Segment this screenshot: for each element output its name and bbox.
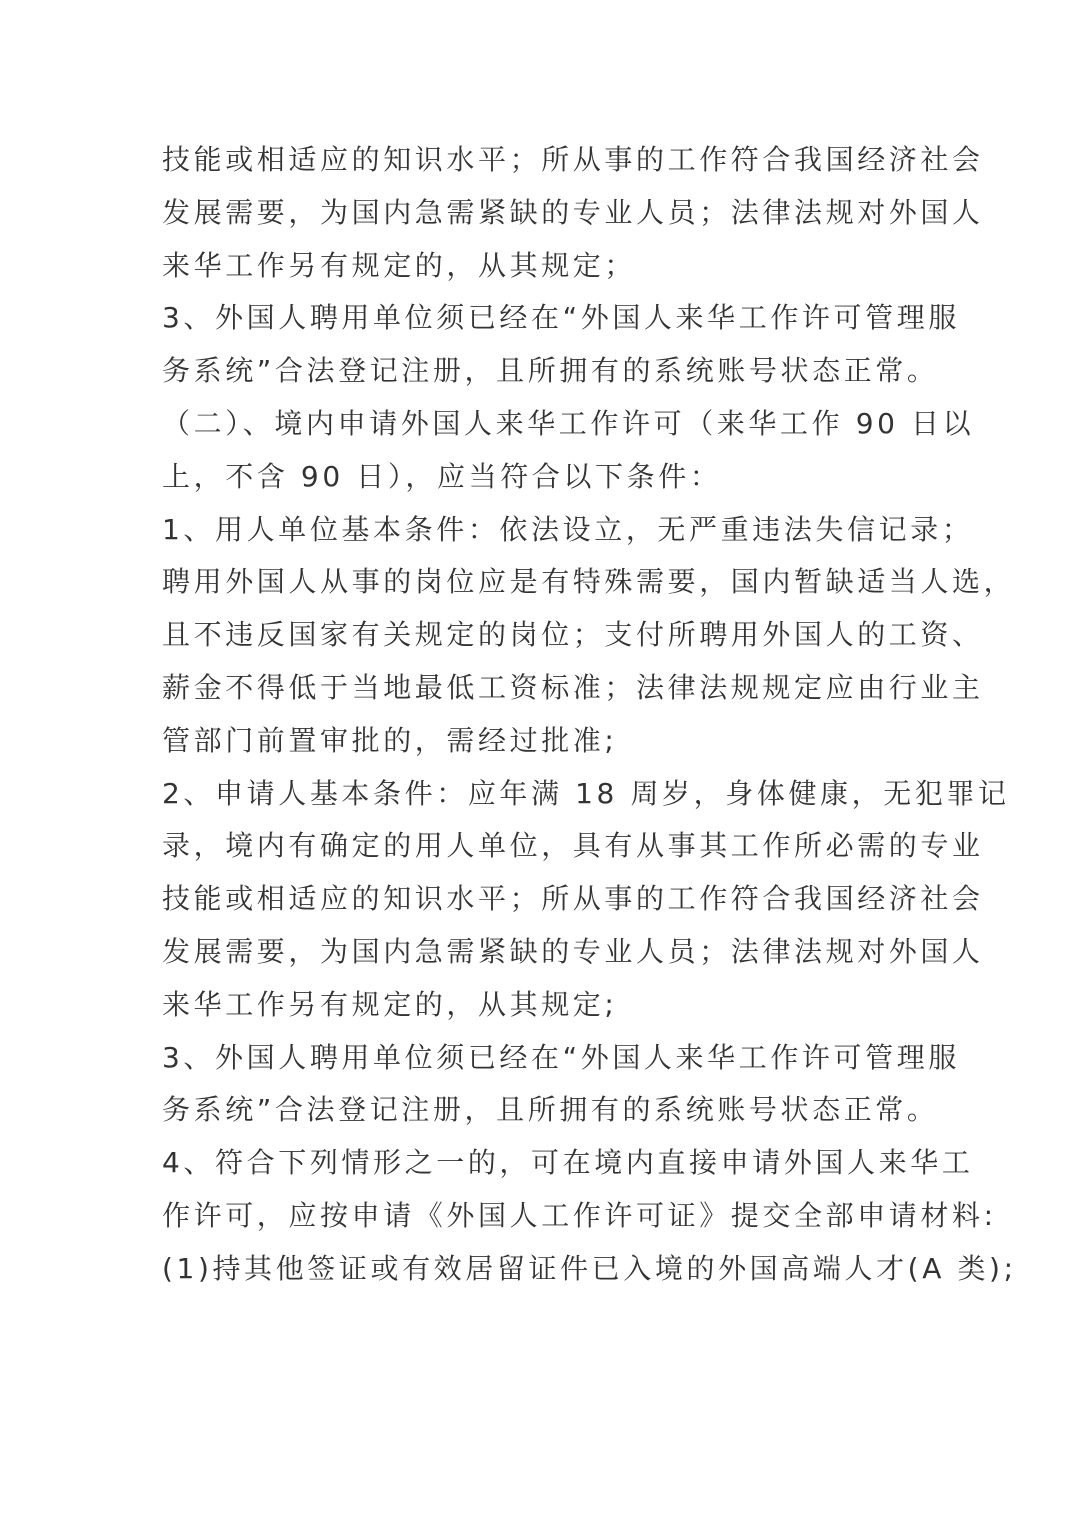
text-line-22: (1)持其他签证或有效居留证件已入境的外国高端人才(A 类);: [162, 1251, 1017, 1285]
text-line-13: 2、申请人基本条件：应年满 18 周岁，身体健康，无犯罪记: [162, 776, 1010, 810]
text-line-21: 作许可，应按申请《外国人工作许可证》提交全部申请材料:: [162, 1198, 997, 1232]
text-line-14: 录，境内有确定的用人单位，具有从事其工作所必需的专业: [162, 829, 984, 863]
text-line-9: 聘用外国人从事的岗位应是有特殊需要，国内暂缺适当人选，: [162, 565, 1016, 599]
text-line-20: 4、符合下列情形之一的，可在境内直接申请外国人来华工: [162, 1146, 974, 1180]
text-line-8: 1、用人单位基本条件：依法设立，无严重违法失信记录；: [162, 512, 974, 546]
text-line-5: 务系统”合法登记注册，且所拥有的系统账号状态正常。: [162, 354, 939, 388]
text-line-18: 3、外国人聘用单位须已经在“外国人来华工作许可管理服: [162, 1040, 960, 1074]
text-line-3: 来华工作另有规定的，从其规定；: [162, 248, 637, 282]
text-line-1: 技能或相适应的知识水平；所从事的工作符合我国经济社会: [162, 143, 984, 176]
text-line-19: 务系统”合法登记注册，且所拥有的系统账号状态正常。: [162, 1093, 939, 1127]
text-line-4: 3、外国人聘用单位须已经在“外国人来华工作许可管理服: [162, 301, 960, 335]
text-line-10: 且不违反国家有关规定的岗位；支付所聘用外国人的工资、: [162, 618, 984, 652]
document-body: [162, 134, 1017, 1296]
text-line-17: 来华工作另有规定的，从其规定;: [162, 987, 618, 1021]
text-line-2: 发展需要，为国内急需紧缺的专业人员；法律法规对外国人: [162, 195, 984, 229]
text-line-15: 技能或相适应的知识水平；所从事的工作符合我国经济社会: [162, 882, 984, 916]
text-line-6: （二）、境内申请外国人来华工作许可（来华工作 90 日以: [162, 406, 975, 440]
text-line-16: 发展需要，为国内急需紧缺的专业人员；法律法规对外国人: [162, 934, 984, 968]
text-line-7: 上，不含 90 日），应当符合以下条件：: [162, 459, 722, 493]
text-line-11: 薪金不得低于当地最低工资标准；法律法规规定应由行业主: [162, 670, 984, 704]
text-line-12: 管部门前置审批的，需经过批准;: [162, 723, 618, 757]
